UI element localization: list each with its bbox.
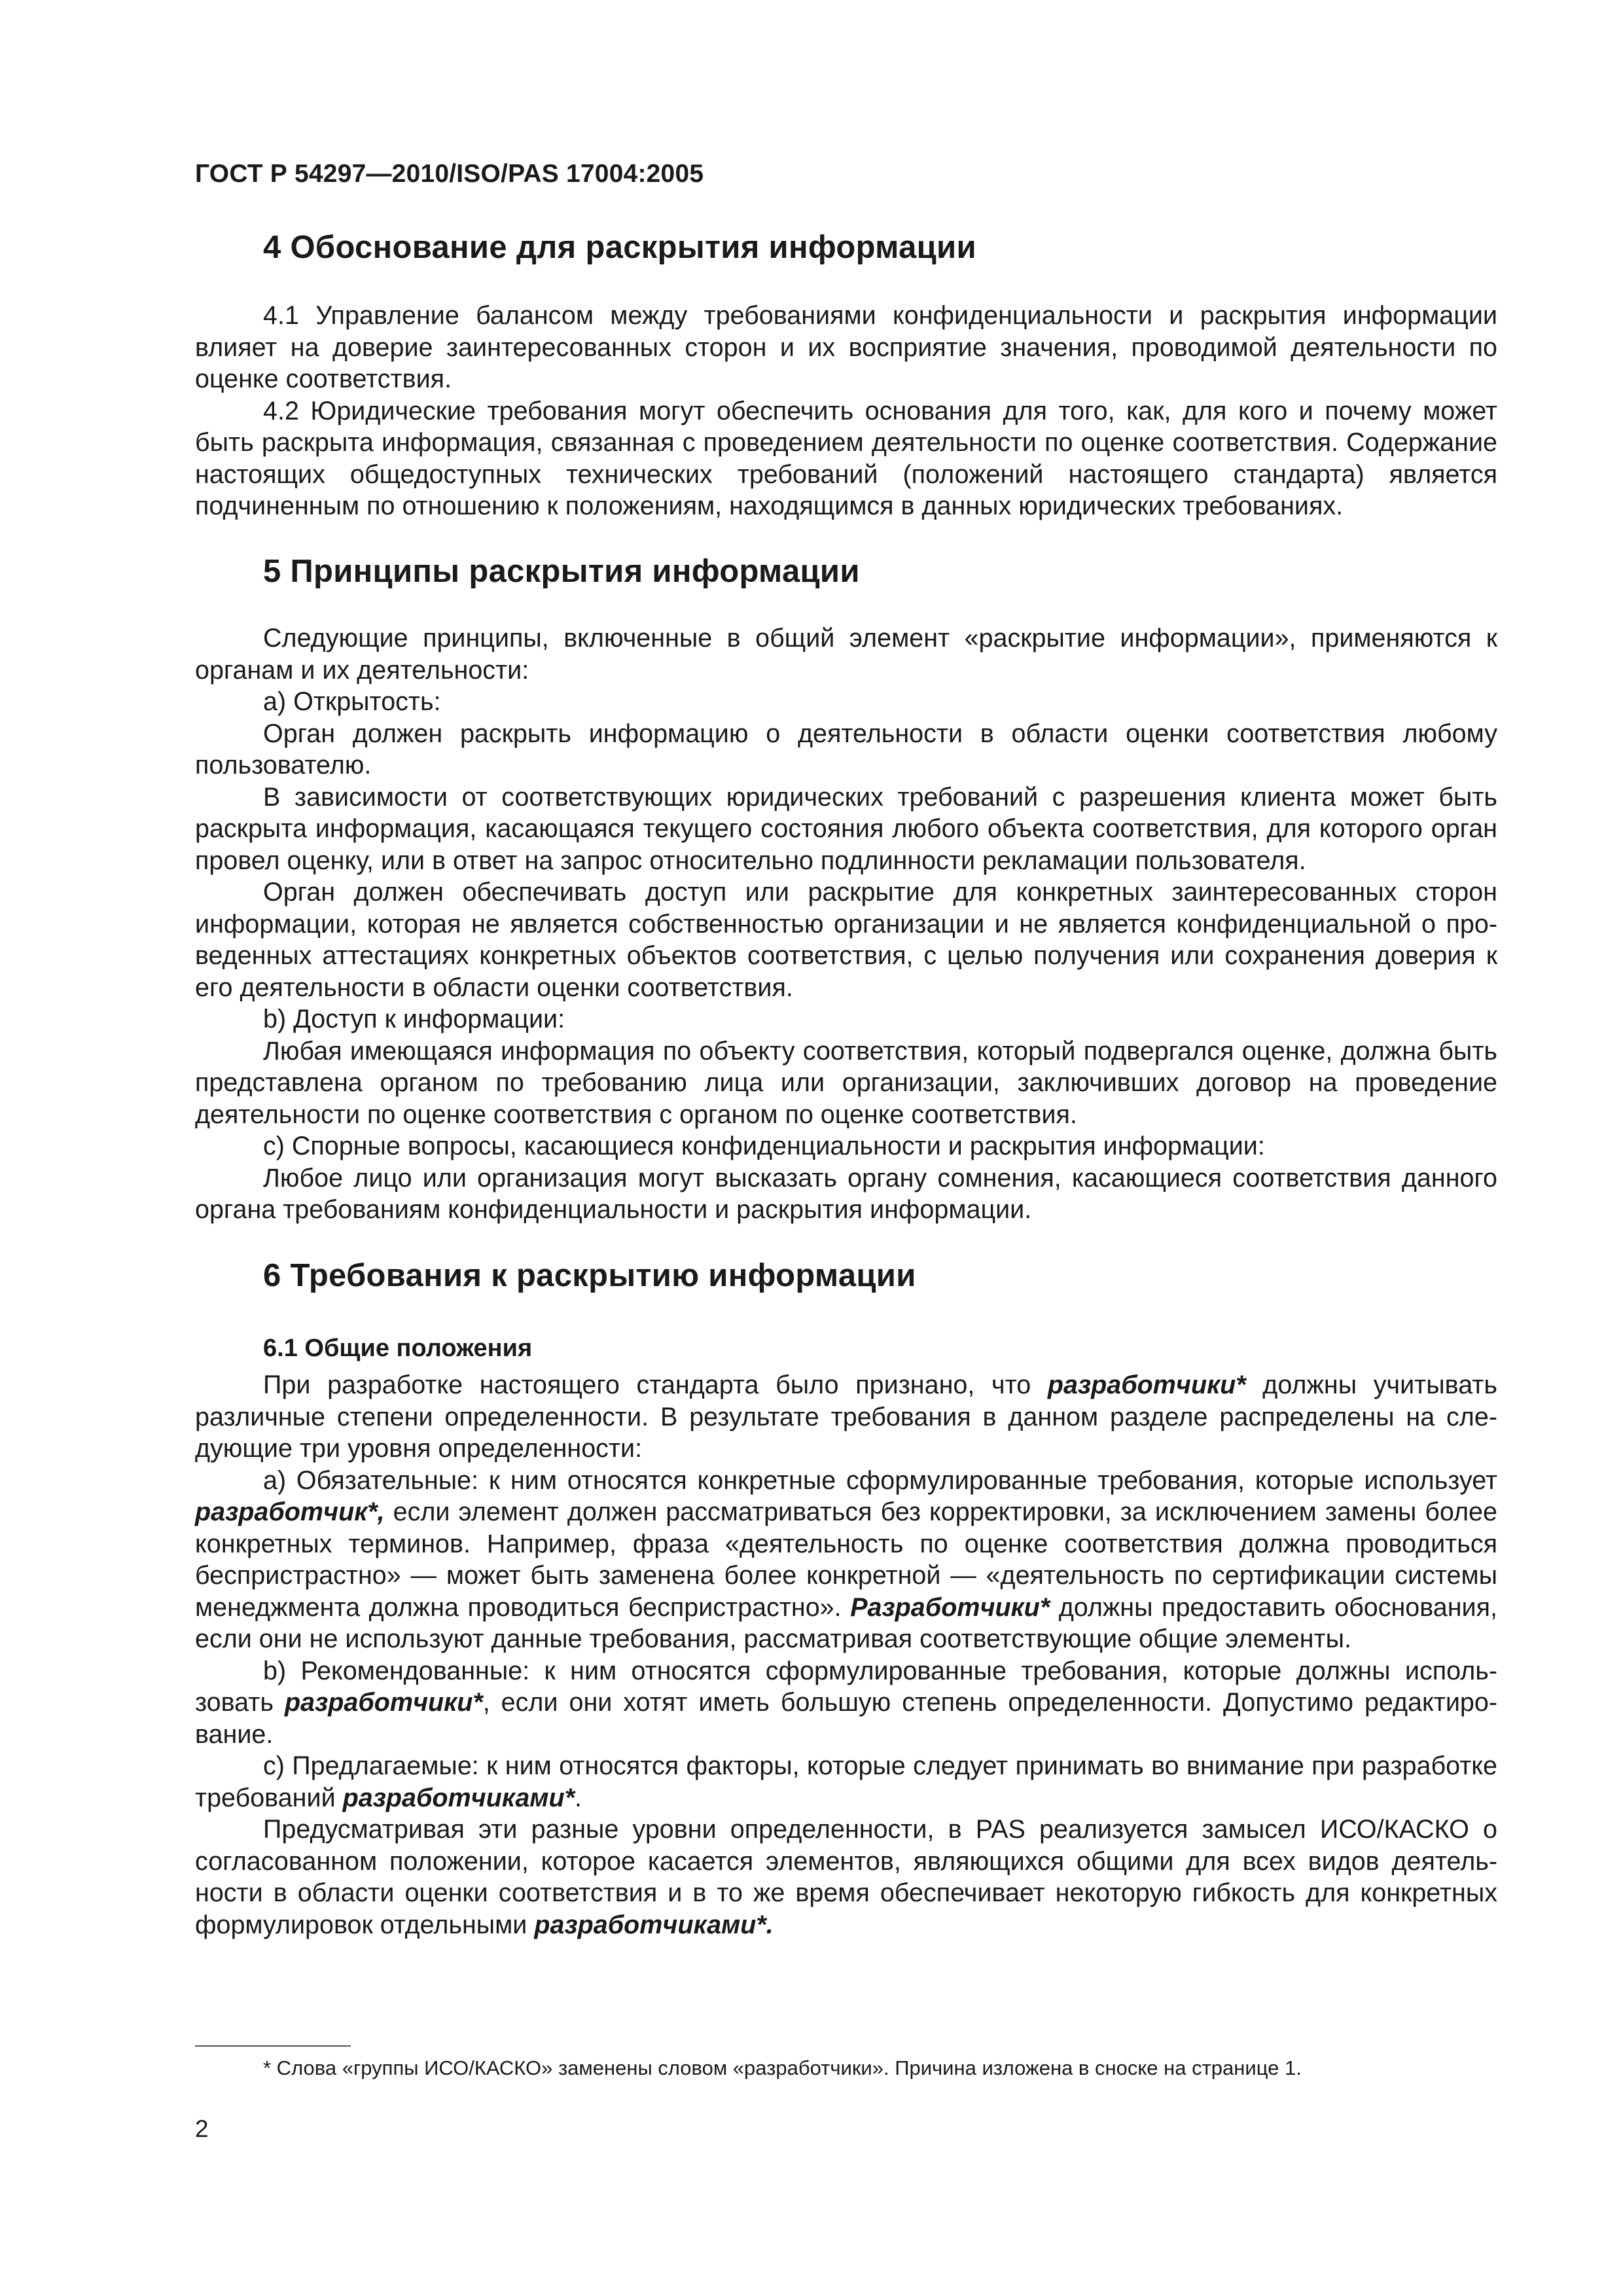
- item-c-heading: c) Спорные вопросы, касающиеся конфиденциальности и раскрытия информации:: [263, 1132, 1265, 1160]
- term-developers: Разработчики*: [850, 1592, 1050, 1622]
- paragraph: Любое лицо или организация могут высказать органу сомнения, касающиеся соответствия данного органа требованиям конфиденциальности и раскрытия информации.: [195, 1163, 1497, 1224]
- item-a-heading: a) Открытость:: [263, 687, 441, 716]
- section-6-body: [195, 1369, 1497, 1941]
- paragraph-item-a: a) Обязательные: к ним относятся конкретные сформулированные требования, которые использует разработчик*, если элемент должен рассматриваться без корректировки, за исключением замены более конкретных терминов. Например, фраза «деятельность по оценке соответствия должна проводиться беспристрастно» — может быть заменена более конкретной — «деятельность по сертификации системы менеджмента должна проводиться беспристрастно». Разработчики* должны предоставить обоснования, если они не используют данные требования, рассматривая соответствующие общие элементы.: [195, 1465, 1497, 1653]
- footnote: * Слова «группы ИСО/КАСКО» заменены словом «разработчики». Причина изложена в сноске на странице 1.: [263, 2056, 1302, 2079]
- term-developers: разработчиками*: [342, 1783, 575, 1812]
- paragraph-item-c: c) Предлагаемые: к ним относятся факторы, которые следует принимать во внимание при разработке требований разработчиками*.: [195, 1751, 1497, 1812]
- section-6-title: 6 Требования к раскрытию информации: [263, 1258, 916, 1293]
- paragraph-intro: Следующие принципы, включенные в общий элемент «раскрытие информации», применяются к органам и их деятельности:: [195, 624, 1497, 685]
- subsection-6-1-title: 6.1 Общие положения: [263, 1335, 533, 1362]
- paragraph: В зависимости от соответствующих юридических требований с разрешения клиента может быть раскрыта информация, касающаяся текущего состояния любого объекта соответствия, для которого орган провел оценку, или в ответ на запрос относительно подлинности рекламации пользователя.: [195, 782, 1497, 875]
- term-developer: разработчик*,: [195, 1498, 385, 1526]
- paragraph-4-1: 4.1 Управление балансом между требованиями конфиденциальности и раскрытия информации влияет на доверие заинтересованных сторон и их восприятие значения, проводимой деятельности по оценке соответствия.: [195, 301, 1497, 393]
- term-developers: разработчики*: [1047, 1371, 1246, 1399]
- paragraph: Любая имеющаяся информация по объекту соответствия, который подвергался оценке, должна быть представлена органом по требованию лица или организации, заключивших договор на проведение деятельности по оценке соответствия с органом по оценке соответствия.: [195, 1036, 1497, 1129]
- section-5-body: [195, 622, 1497, 1226]
- section-4-title: 4 Обоснование для раскрытия информации: [263, 230, 976, 265]
- paragraph-item-b: b) Рекомендованные: к ним относятся сформулированные требования, которые должны использовать разработчики*, если они хотят иметь большую степень определенности. Допустимо редактирование.: [195, 1656, 1498, 1749]
- paragraph: Орган должен раскрыть информацию о деятельности в области оценки соответствия любому пользователю.: [195, 719, 1497, 780]
- page-number: 2: [195, 2115, 209, 2142]
- term-developers: разработчиками*.: [534, 1910, 774, 1939]
- item-b-heading: b) Доступ к информации:: [263, 1005, 565, 1033]
- term-developers: разработчики*: [284, 1688, 483, 1717]
- paragraph-6-1-intro: При разработке настоящего стандарта было признано, что разработчики* должны учитывать различные степени определенности. В результате требования в данном разделе распределены на следующие три уровня определенности:: [195, 1371, 1497, 1463]
- footnote-separator: [195, 2045, 351, 2047]
- paragraph-conclusion: Предусматривая эти разные уровни определенности, в PAS реализуется замысел ИСО/КАСКО о согласованном положении, которое касается элементов, являющихся общими для всех видов деятельности в области оценки соответствия и в то же время обеспечивает некоторую гибкость для конкретных формулировок отдельными разработчиками*.: [195, 1815, 1497, 1939]
- section-4-body: [195, 300, 1497, 522]
- document-code-header: ГОСТ Р 54297—2010/ISO/PAS 17004:2005: [195, 160, 704, 188]
- paragraph: Орган должен обеспечивать доступ или раскрытие для конкретных заинтересованных сторон информации, которая не является собственностью организации и не является конфиденциальной о проведенных аттестациях конкретных объектов соответствия, с целью получения или сохранения доверия к его деятельности в области оценки соответствия.: [195, 878, 1497, 1002]
- section-5-title: 5 Принципы раскрытия информации: [263, 554, 860, 589]
- paragraph-4-2: 4.2 Юридические требования могут обеспечить основания для того, как, для кого и почему может быть раскрыта информация, связанная с проведением деятельности по оценке соответствия. Содержание настоящих общедоступных технических требований (положений настоящего стандарта) является подчиненным по отношению к положениям, находящимся в данных юридических требованиях.: [195, 396, 1497, 520]
